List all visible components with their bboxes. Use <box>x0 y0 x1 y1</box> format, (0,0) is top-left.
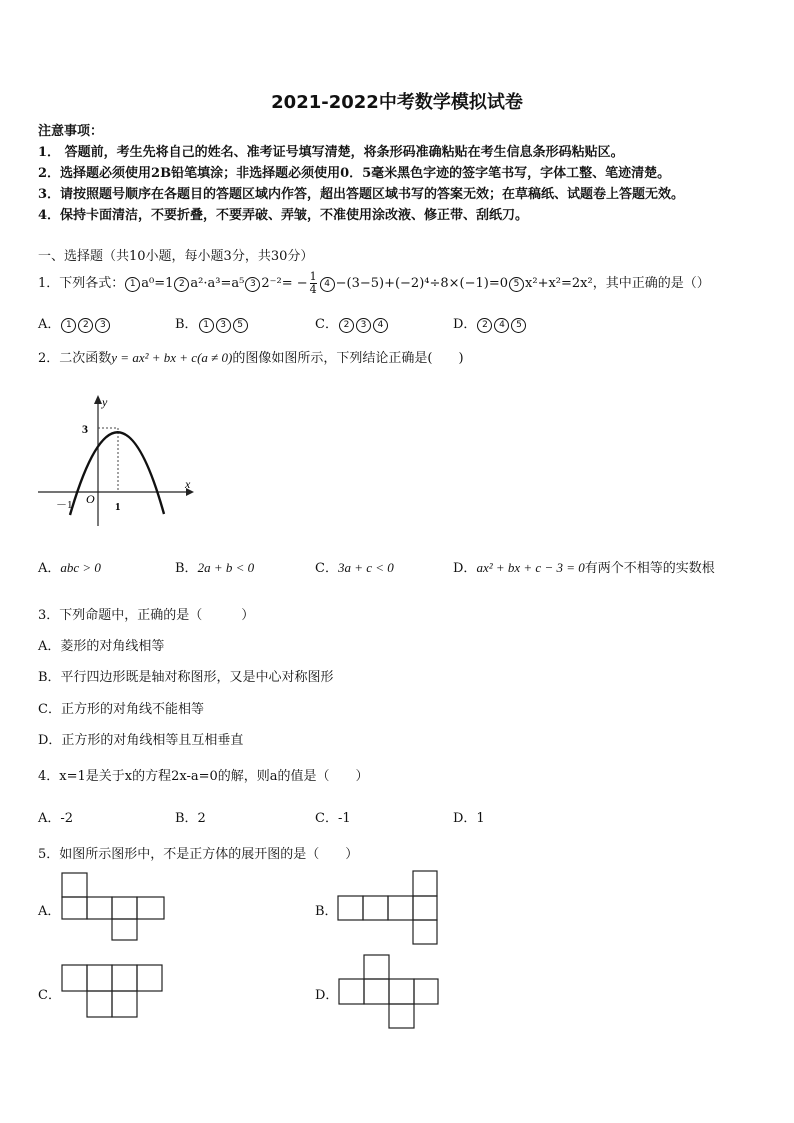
parabola-graph <box>30 390 200 530</box>
option-label: D． <box>453 561 477 576</box>
q2-option-b[interactable] <box>175 557 254 576</box>
q1-expr-3: 2⁻²= − <box>261 276 308 291</box>
q4-option-a[interactable]: A．-2 <box>38 811 74 826</box>
cube-net-d[interactable] <box>338 954 440 1030</box>
q5-option-d-label[interactable]: D． <box>315 988 339 1003</box>
q4-option-d[interactable]: D．1 <box>453 811 485 826</box>
circled-number-5: 5 <box>509 277 524 292</box>
notice-item-3: 3．请按照题号顺序在各题目的答题区域内作答，超出答题区域书写的答案无效；在草稿纸、试题卷上答题无效。 <box>38 187 685 202</box>
y-axis-label: y <box>102 395 108 409</box>
notice-item-1: 1． 答题前，考生先将自己的姓名、准考证号填写清楚，将条形码准确粘贴在考生信息条形码粘贴区。 <box>38 145 624 160</box>
question-2-stem <box>38 347 464 366</box>
circled-number: 4 <box>494 318 509 333</box>
question-4-stem: 4．x=1是关于x的方程2x-a=0的解，则a的值是（ ） <box>38 769 369 784</box>
option-text: 2a + b < 0 <box>197 560 255 575</box>
q1-option-c[interactable] <box>315 313 389 333</box>
option-text: 3a + c < 0 <box>337 560 394 575</box>
q2-option-d[interactable] <box>453 557 715 576</box>
q1-expr-4: −(3−5)+(−2)⁴÷8×(−1)=0 <box>335 276 509 291</box>
origin-label: O <box>86 492 95 506</box>
circled-number: 3 <box>216 318 231 333</box>
q2-lead: 2．二次函数 <box>38 351 112 366</box>
q4-option-b[interactable]: B．2 <box>175 811 206 826</box>
option-label: B． <box>175 317 198 332</box>
q3-option-d[interactable]: D．正方形的对角线相等且互相垂直 <box>38 733 244 748</box>
q2-option-c[interactable] <box>315 557 394 576</box>
circled-number-2: 2 <box>174 277 189 292</box>
circled-number-3: 3 <box>245 277 260 292</box>
q1-expr-1: a⁰=1 <box>141 276 174 291</box>
option-text-tail: 有两个不相等的实数根 <box>584 561 715 576</box>
q1-option-d[interactable] <box>453 313 527 333</box>
option-label: B． <box>175 561 198 576</box>
circled-number: 4 <box>373 318 388 333</box>
q3-option-b[interactable]: B．平行四边形既是轴对称图形，又是中心对称图形 <box>38 670 334 685</box>
option-label: A． <box>38 561 61 576</box>
q3-option-c[interactable]: C．正方形的对角线不能相等 <box>38 702 204 717</box>
circled-number: 2 <box>339 318 354 333</box>
q1-option-b[interactable] <box>175 313 249 333</box>
circled-number: 5 <box>511 318 526 333</box>
notice-item-4: 4．保持卡面清洁，不要折叠，不要弄破、弄皱，不准使用涂改液、修正带、刮纸刀。 <box>38 208 529 223</box>
option-label: A． <box>38 317 61 332</box>
q5-option-c-label[interactable]: C． <box>38 988 61 1003</box>
option-text: abc > 0 <box>60 560 101 575</box>
option-label: C． <box>315 317 338 332</box>
q3-option-a[interactable]: A．菱形的对角线相等 <box>38 639 165 654</box>
circled-number: 1 <box>199 318 214 333</box>
section-heading: 一、选择题（共10小题，每小题3分，共30分） <box>38 249 314 264</box>
y-tick-label: 3 <box>82 422 88 436</box>
cube-net-a[interactable] <box>61 872 167 942</box>
circled-number: 1 <box>61 318 76 333</box>
circled-number-1: 1 <box>125 277 140 292</box>
fraction-numerator: 1 <box>309 270 317 283</box>
cube-net-b[interactable] <box>337 870 439 946</box>
question-5-stem: 5．如图所示图形中，不是正方体的展开图的是（ ） <box>38 847 359 862</box>
q4-option-c[interactable]: C．-1 <box>315 811 351 826</box>
q5-option-a-label[interactable]: A． <box>38 904 61 919</box>
notice-heading: 注意事项： <box>38 124 104 139</box>
x-tick-pos-label: 1 <box>115 501 121 513</box>
circled-number: 3 <box>95 318 110 333</box>
option-label: D． <box>453 317 477 332</box>
x-axis-label: x <box>185 477 191 491</box>
option-label: C． <box>315 561 338 576</box>
circled-number: 2 <box>477 318 492 333</box>
q1-lead: 1．下列各式： <box>38 276 125 291</box>
question-1-stem <box>38 270 710 298</box>
q1-expr-5: x²+x²=2x² <box>525 276 593 291</box>
fraction-denominator: 4 <box>309 283 317 296</box>
q1-option-a[interactable] <box>38 313 111 333</box>
circled-number: 2 <box>78 318 93 333</box>
fraction-one-quarter <box>310 271 317 296</box>
x-tick-neg-label: －1 <box>56 499 73 511</box>
q1-tail: ，其中正确的是（） <box>592 276 710 291</box>
circled-number: 5 <box>233 318 248 333</box>
notice-item-2: 2．选择题必须使用2B铅笔填涂；非选择题必须使用0．5毫米黑色字迹的签字笔书写，字体工整、笔迹清楚。 <box>38 166 671 181</box>
q2-option-a[interactable] <box>38 557 101 576</box>
option-text: ax² + bx + c − 3 = 0 <box>476 560 585 575</box>
question-3-stem: 3．下列命题中，正确的是（ ） <box>38 608 255 623</box>
q2-tail: 的图像如图所示，下列结论正确是( ) <box>232 351 464 366</box>
cube-net-c[interactable] <box>61 964 165 1020</box>
circled-number: 3 <box>356 318 371 333</box>
q1-expr-2: a²·a³=a⁵ <box>190 276 245 291</box>
q2-formula: y = ax² + bx + c(a ≠ 0) <box>111 350 233 365</box>
page-title: 2021-2022中考数学模拟试卷 <box>271 92 523 113</box>
y-axis-arrow <box>94 395 102 404</box>
q5-option-b-label[interactable]: B． <box>315 904 338 919</box>
circled-number-4: 4 <box>320 277 335 292</box>
